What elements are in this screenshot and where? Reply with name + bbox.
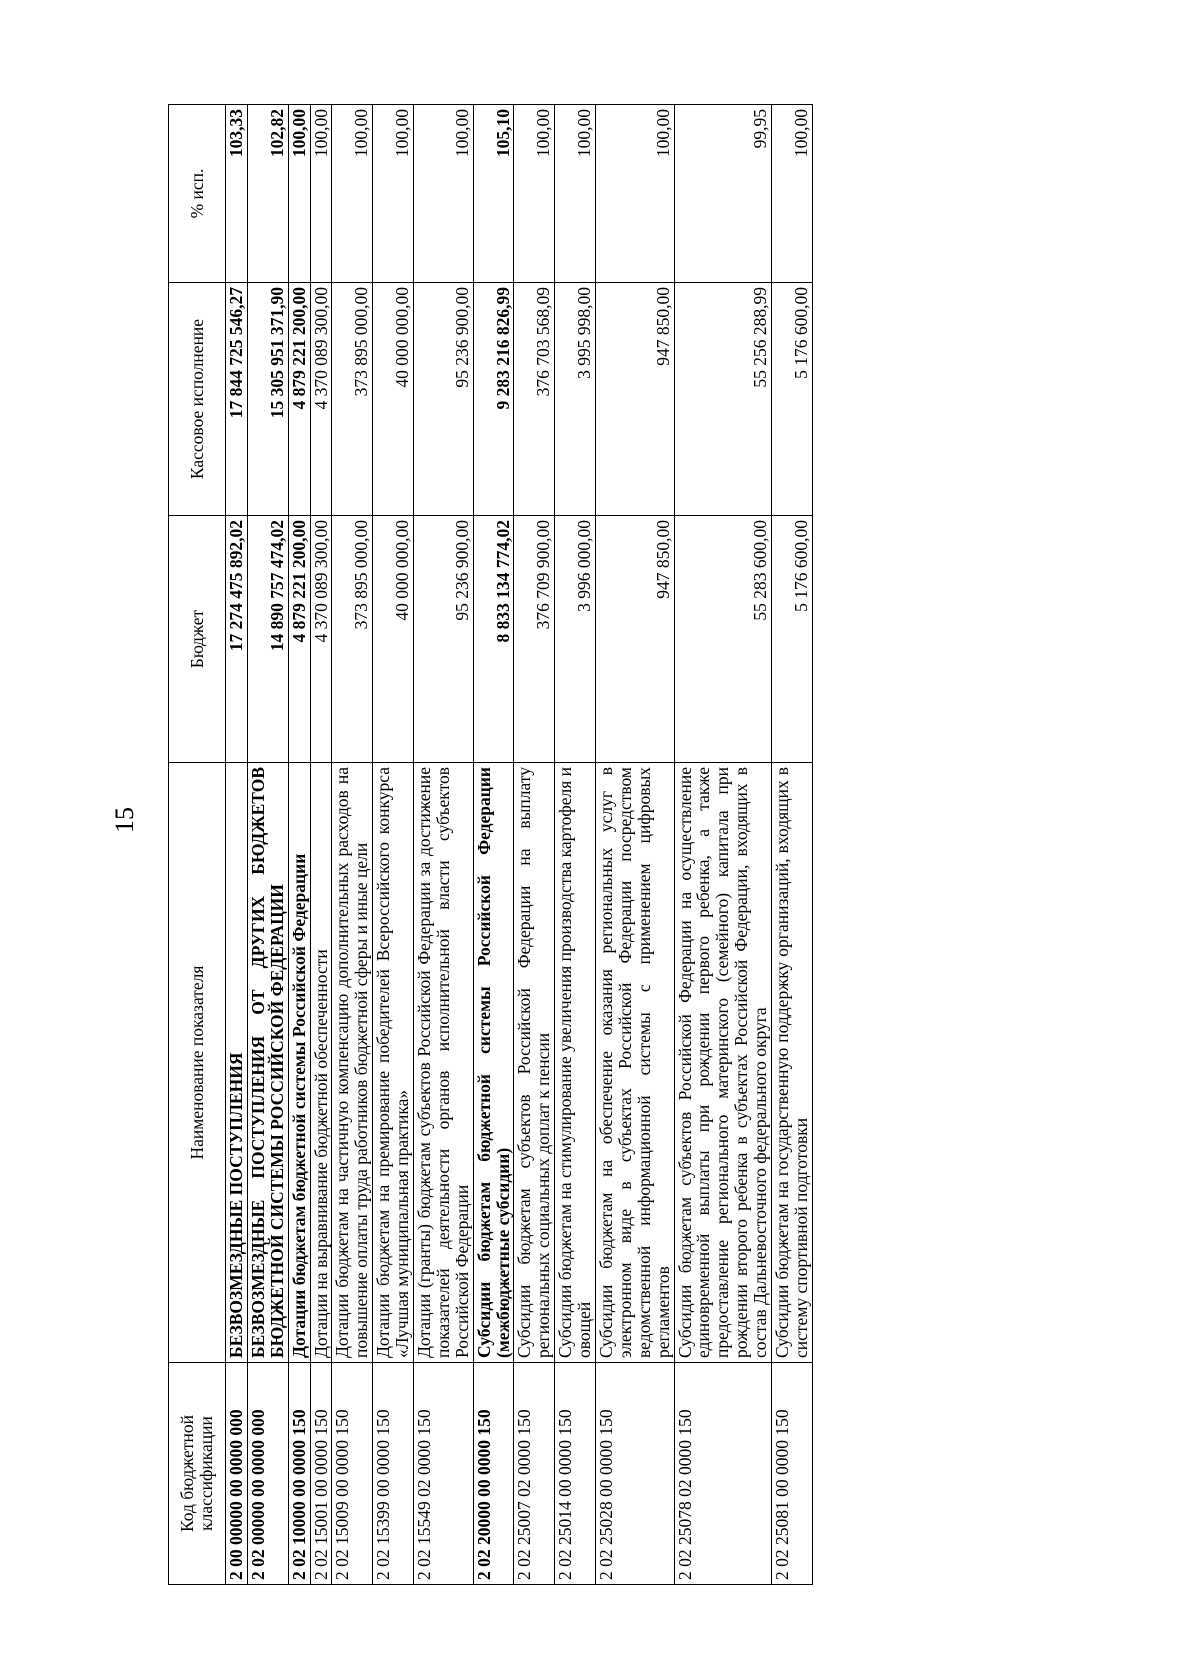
table-row [310, 105, 332, 1585]
cell-name: Субсидии бюджетам на государственную поддержку организаций, входящих в систему спортивной подготовки [772, 763, 813, 1363]
cell-code: 2 02 10000 00 0000 150 [288, 1363, 310, 1585]
table-row [555, 105, 596, 1585]
cell-name: Субсидии бюджетам на стимулирование увеличения производства картофеля и овощей [555, 763, 596, 1363]
cell-execution: 4 879 221 200,00 [288, 283, 310, 516]
cell-name: Дотации бюджетам бюджетной системы Российской Федерации [288, 763, 310, 1363]
header-percent: % исп. [169, 105, 226, 283]
table-row [514, 105, 555, 1585]
cell-execution: 4 370 089 300,00 [310, 283, 332, 516]
cell-percent: 100,00 [414, 105, 474, 283]
cell-code: 2 02 25028 00 0000 150 [596, 1363, 675, 1585]
cell-name: Дотации бюджетам на частичную компенсацию дополнительных расходов на повышение оплаты труда работников бюджетной сферы и иные цели [332, 763, 373, 1363]
cell-name: Субсидии бюджетам субъектов Российской Федерации на выплату региональных социальных доплат к пенсии [514, 763, 555, 1363]
cell-name: БЕЗВОЗМЕЗДНЫЕ ПОСТУПЛЕНИЯ ОТ ДРУГИХ БЮДЖЕТОВ БЮДЖЕТНОЙ СИСТЕМЫ РОССИЙСКОЙ ФЕДЕРАЦИИ [247, 763, 288, 1363]
cell-percent: 105,10 [473, 105, 514, 283]
cell-execution: 55 256 288,99 [674, 283, 771, 516]
cell-percent: 100,00 [373, 105, 414, 283]
cell-percent: 103,33 [226, 105, 248, 283]
cell-execution: 947 850,00 [596, 283, 675, 516]
cell-budget: 17 274 475 892,02 [226, 516, 248, 763]
table-body [226, 105, 813, 1585]
cell-percent: 100,00 [514, 105, 555, 283]
cell-name: Дотации на выравнивание бюджетной обеспеченности [310, 763, 332, 1363]
cell-name: Дотации бюджетам на премирование победителей Всероссийского конкурса «Лучшая муниципальная практика» [373, 763, 414, 1363]
cell-name: Субсидии бюджетам субъектов Российской Федерации на осуществление единовременной выплаты при рождении первого ребенка, а также предоставление регионального материнского (семейного) капитала при рождении второго ребенка в субъектах Российской Федерации, входящих в состав Дальневосточного федерального округа [674, 763, 771, 1363]
cell-execution: 40 000 000,00 [373, 283, 414, 516]
cell-execution: 5 176 600,00 [772, 283, 813, 516]
cell-percent: 100,00 [288, 105, 310, 283]
cell-budget: 8 833 134 774,02 [473, 516, 514, 763]
cell-code: 2 02 15399 00 0000 150 [373, 1363, 414, 1585]
cell-percent: 102,82 [247, 105, 288, 283]
table-row [247, 105, 288, 1585]
table-row [473, 105, 514, 1585]
budget-table [168, 104, 813, 1585]
cell-code: 2 02 20000 00 0000 150 [473, 1363, 514, 1585]
table-row [288, 105, 310, 1585]
cell-code: 2 02 15009 00 0000 150 [332, 1363, 373, 1585]
header-budget: Бюджет [169, 516, 226, 763]
header-name: Наименование показателя [169, 763, 226, 1363]
cell-execution: 95 236 900,00 [414, 283, 474, 516]
cell-code: 2 02 15549 02 0000 150 [414, 1363, 474, 1585]
cell-code: 2 02 25081 00 0000 150 [772, 1363, 813, 1585]
table-row [414, 105, 474, 1585]
cell-code: 2 00 00000 00 0000 000 [226, 1363, 248, 1585]
cell-execution: 15 305 951 371,90 [247, 283, 288, 516]
cell-name: Субсидии бюджетам бюджетной системы Российской Федерации (межбюджетные субсидии) [473, 763, 514, 1363]
cell-execution: 373 895 000,00 [332, 283, 373, 516]
cell-budget: 5 176 600,00 [772, 516, 813, 763]
cell-percent: 100,00 [555, 105, 596, 283]
cell-percent: 99,95 [674, 105, 771, 283]
cell-percent: 100,00 [772, 105, 813, 283]
cell-budget: 40 000 000,00 [373, 516, 414, 763]
cell-budget: 373 895 000,00 [332, 516, 373, 763]
table-row [596, 105, 675, 1585]
cell-budget: 4 879 221 200,00 [288, 516, 310, 763]
page-number: 15 [110, 807, 139, 833]
cell-budget: 14 890 757 474,02 [247, 516, 288, 763]
table-row [226, 105, 248, 1585]
cell-percent: 100,00 [310, 105, 332, 283]
cell-code: 2 02 00000 00 0000 000 [247, 1363, 288, 1585]
cell-budget: 55 283 600,00 [674, 516, 771, 763]
cell-name: Субсидии бюджетам на обеспечение оказания региональных услуг в электронном виде в субъектах Российской Федерации посредством ведомственной информационной системы с применением цифровых регламентов [596, 763, 675, 1363]
table-row [772, 105, 813, 1585]
cell-percent: 100,00 [332, 105, 373, 283]
cell-execution: 9 283 216 826,99 [473, 283, 514, 516]
table-header-row [169, 105, 226, 1585]
table-row [332, 105, 373, 1585]
cell-budget: 947 850,00 [596, 516, 675, 763]
table-row [373, 105, 414, 1585]
cell-name: БЕЗВОЗМЕЗДНЫЕ ПОСТУПЛЕНИЯ [226, 763, 248, 1363]
table-row [674, 105, 771, 1585]
cell-budget: 376 709 900,00 [514, 516, 555, 763]
cell-execution: 17 844 725 546,27 [226, 283, 248, 516]
cell-percent: 100,00 [596, 105, 675, 283]
cell-budget: 95 236 900,00 [414, 516, 474, 763]
header-execution: Кассовое исполнение [169, 283, 226, 516]
cell-code: 2 02 25014 00 0000 150 [555, 1363, 596, 1585]
rotated-content [168, 105, 1068, 1585]
cell-code: 2 02 25007 02 0000 150 [514, 1363, 555, 1585]
header-code: Код бюджетной классификации [169, 1363, 226, 1585]
cell-code: 2 02 15001 00 0000 150 [310, 1363, 332, 1585]
cell-budget: 3 996 000,00 [555, 516, 596, 763]
cell-budget: 4 370 089 300,00 [310, 516, 332, 763]
cell-execution: 376 703 568,09 [514, 283, 555, 516]
cell-execution: 3 995 998,00 [555, 283, 596, 516]
cell-code: 2 02 25078 02 0000 150 [674, 1363, 771, 1585]
cell-name: Дотации (гранты) бюджетам субъектов Российской Федерации за достижение показателей деятельности органов исполнительной власти субъектов Российской Федерации [414, 763, 474, 1363]
